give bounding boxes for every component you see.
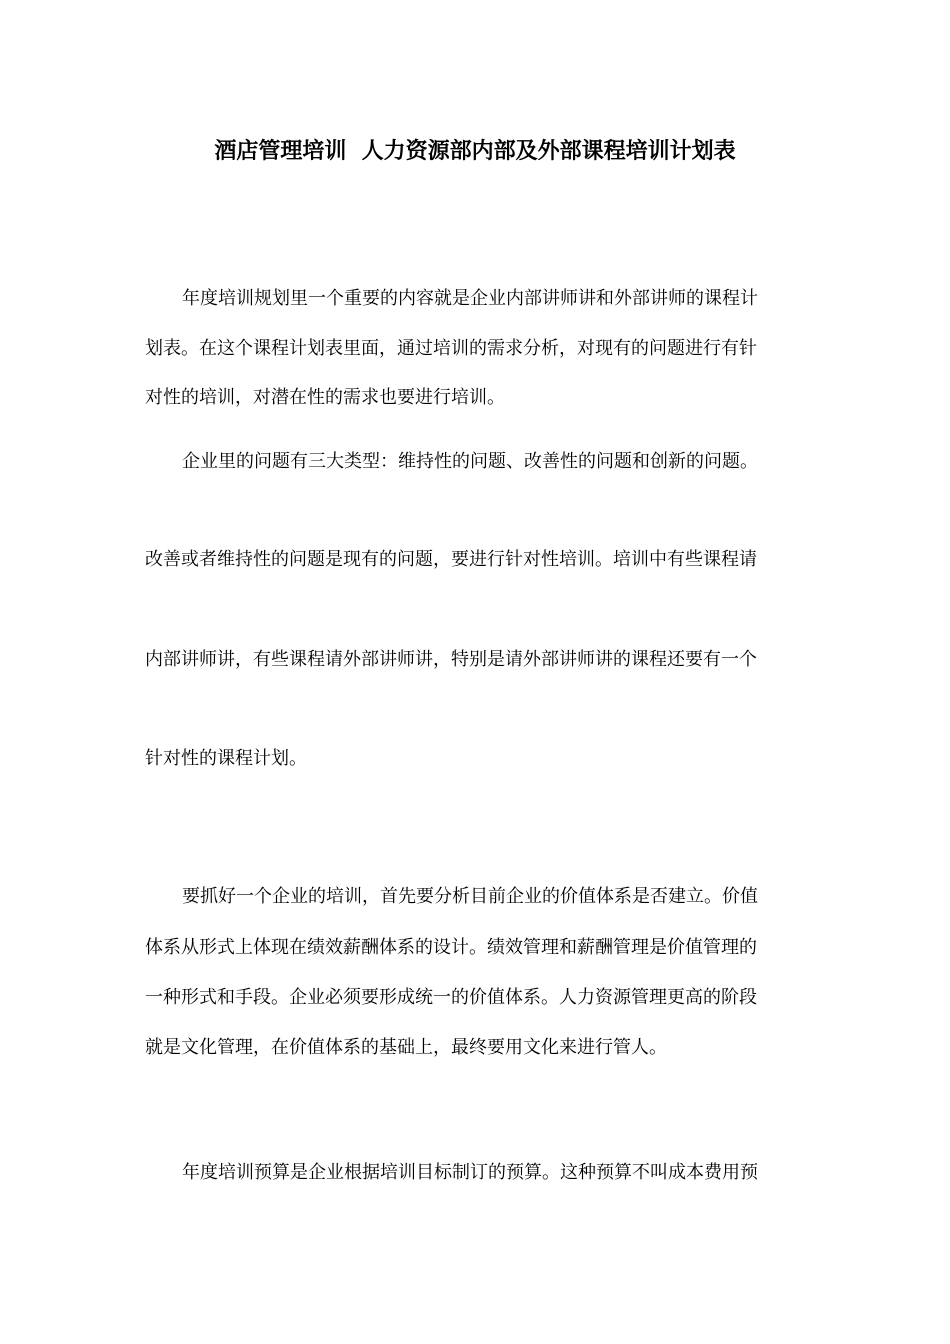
page-title: 酒店管理培训 人力资源部内部及外部课程培训计划表 [214,139,736,164]
paragraph-line: 内部讲师讲，有些课程请外部讲师讲，特别是请外部讲师讲的课程还要有一个 [145,649,757,670]
paragraph-line: 企业里的问题有三大类型：维持性的问题、改善性的问题和创新的问题。 [182,451,758,472]
paragraph-line: 年度培训预算是企业根据培训目标制订的预算。这种预算不叫成本费用预 [182,1162,758,1183]
paragraph-line: 要抓好一个企业的培训，首先要分析目前企业的价值体系是否建立。价值 [182,886,758,907]
paragraph-line: 就是文化管理，在价值体系的基础上，最终要用文化来进行管人。 [145,1037,667,1058]
paragraph-line: 对性的培训，对潜在性的需求也要进行培训。 [145,387,505,408]
paragraph-line: 划表。在这个课程计划表里面，通过培训的需求分析，对现有的问题进行有针 [145,338,757,359]
paragraph-line: 改善或者维持性的问题是现有的问题，要进行针对性培训。培训中有些课程请 [145,549,757,570]
paragraph-line: 年度培训规划里一个重要的内容就是企业内部讲师讲和外部讲师的课程计 [182,288,758,309]
paragraph-line: 体系从形式上体现在绩效薪酬体系的设计。绩效管理和薪酬管理是价值管理的 [145,937,757,958]
paragraph-line: 一种形式和手段。企业必须要形成统一的价值体系。人力资源管理更高的阶段 [145,987,757,1008]
paragraph-line: 针对性的课程计划。 [145,748,307,769]
